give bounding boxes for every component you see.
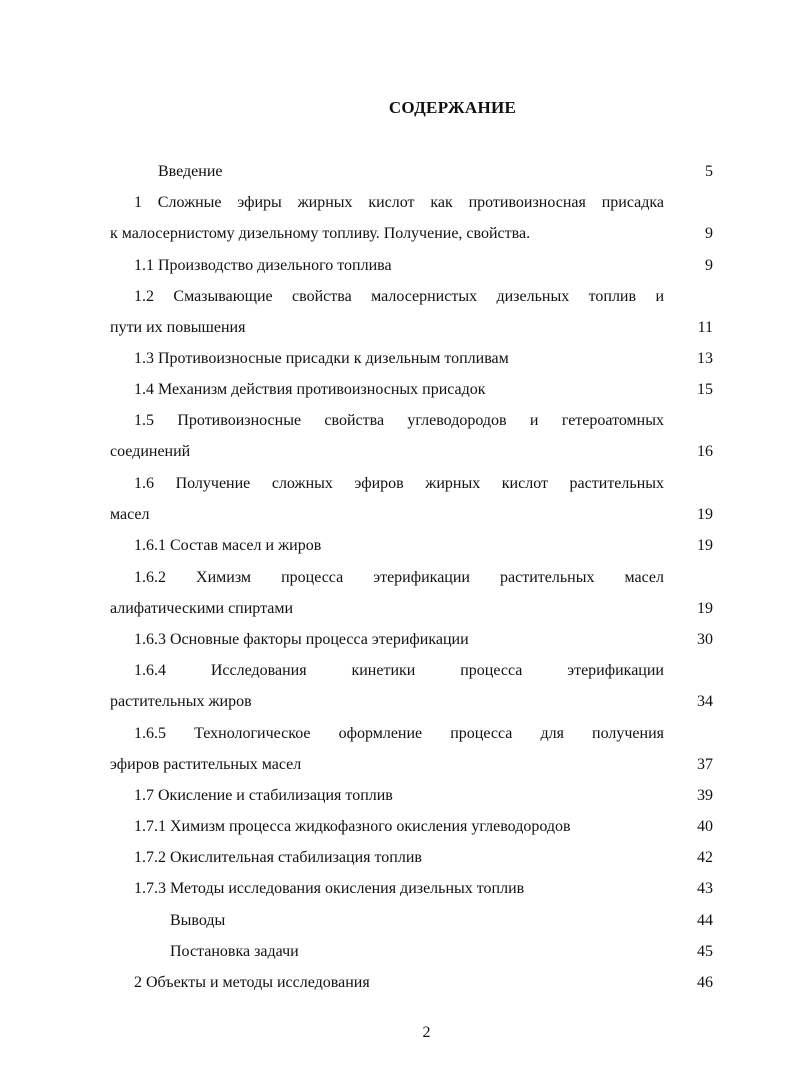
toc-entry-text: 1 Сложные эфиры жирных кислот как противоизносная присадка: [134, 194, 664, 211]
toc-entry-text: соединений: [110, 443, 191, 460]
toc-entry-text: 1.6.4 Исследования кинетики процесса этерификации: [134, 662, 664, 679]
toc-entry-page: 19: [697, 537, 713, 554]
toc-entry-text: 1.6 Получение сложных эфиров жирных кислот растительных: [134, 475, 664, 492]
toc-entry-page: 9: [705, 225, 713, 242]
toc-entry-text: масел: [110, 506, 150, 523]
toc-entry-page: 42: [697, 849, 713, 866]
toc-entry-text: 1.7.3 Методы исследования окисления дизельных топлив: [134, 880, 525, 897]
toc-entry-text: 1.2 Смазывающие свойства малосернистых дизельных топлив и: [134, 288, 664, 305]
toc-entry-page: 30: [697, 631, 713, 648]
toc-entry-text: 1.1 Производство дизельного топлива: [134, 257, 392, 274]
toc-entry-text: 1.7.1 Химизм процесса жидкофазного окисления углеводородов: [134, 818, 571, 835]
toc-entry-page: 39: [697, 787, 713, 804]
toc-entry-page: 45: [697, 943, 713, 960]
toc-entry-text: 1.7.2 Окислительная стабилизация топлив: [134, 849, 422, 866]
page-number: 2: [422, 1024, 431, 1041]
toc-entry-text: эфиров растительных масел: [110, 756, 302, 773]
toc-entry-page: 44: [697, 912, 713, 929]
toc-entry-text: 2 Объекты и методы исследования: [134, 974, 370, 991]
toc-entry-page: 5: [705, 163, 713, 180]
toc-entry-page: 15: [697, 381, 713, 398]
toc-entry-page: 34: [697, 693, 713, 710]
toc-entry-text: растительных жиров: [110, 693, 252, 710]
toc-entry-page: 46: [697, 974, 713, 991]
toc-entry-page: 19: [697, 506, 713, 523]
toc-entry-text: 1.6.3 Основные факторы процесса этерификации: [134, 631, 469, 648]
toc-entry-page: 19: [697, 600, 713, 617]
toc-entry-text: 1.4 Механизм действия противоизносных присадок: [134, 381, 486, 398]
toc-entry-text: 1.6.1 Состав масел и жиров: [134, 537, 322, 554]
toc-entry-text: 1.6.5 Технологическое оформление процесса для получения: [134, 725, 664, 742]
toc-entry-page: 40: [697, 818, 713, 835]
toc-entry-text: алифатическими спиртами: [110, 600, 294, 617]
toc-entry-text: Введение: [158, 163, 223, 180]
toc-entry-text: пути их повышения: [110, 319, 246, 336]
toc-entry-text: Постановка задачи: [170, 943, 299, 960]
toc-entry-page: 37: [697, 756, 713, 773]
toc-entry-page: 9: [705, 257, 713, 274]
toc-entry-page: 43: [697, 880, 713, 897]
toc-entry-page: 11: [697, 319, 713, 336]
toc-entry-text: 1.5 Противоизносные свойства углеводородов и гетероатомных: [134, 412, 664, 429]
toc-entry-text: 1.3 Противоизносные присадки к дизельным топливам: [134, 350, 509, 367]
toc-entry-text: к малосернистому дизельному топливу. Получение, свойства.: [110, 225, 531, 242]
page-title: СОДЕРЖАНИЕ: [388, 98, 517, 117]
toc-entry-page: 16: [697, 443, 713, 460]
toc-entry-text: 1.7 Окисление и стабилизация топлив: [134, 787, 393, 804]
toc-entry-page: 13: [697, 350, 713, 367]
toc-entry-text: Выводы: [170, 912, 226, 929]
toc-entry-text: 1.6.2 Химизм процесса этерификации растительных масел: [134, 569, 664, 586]
